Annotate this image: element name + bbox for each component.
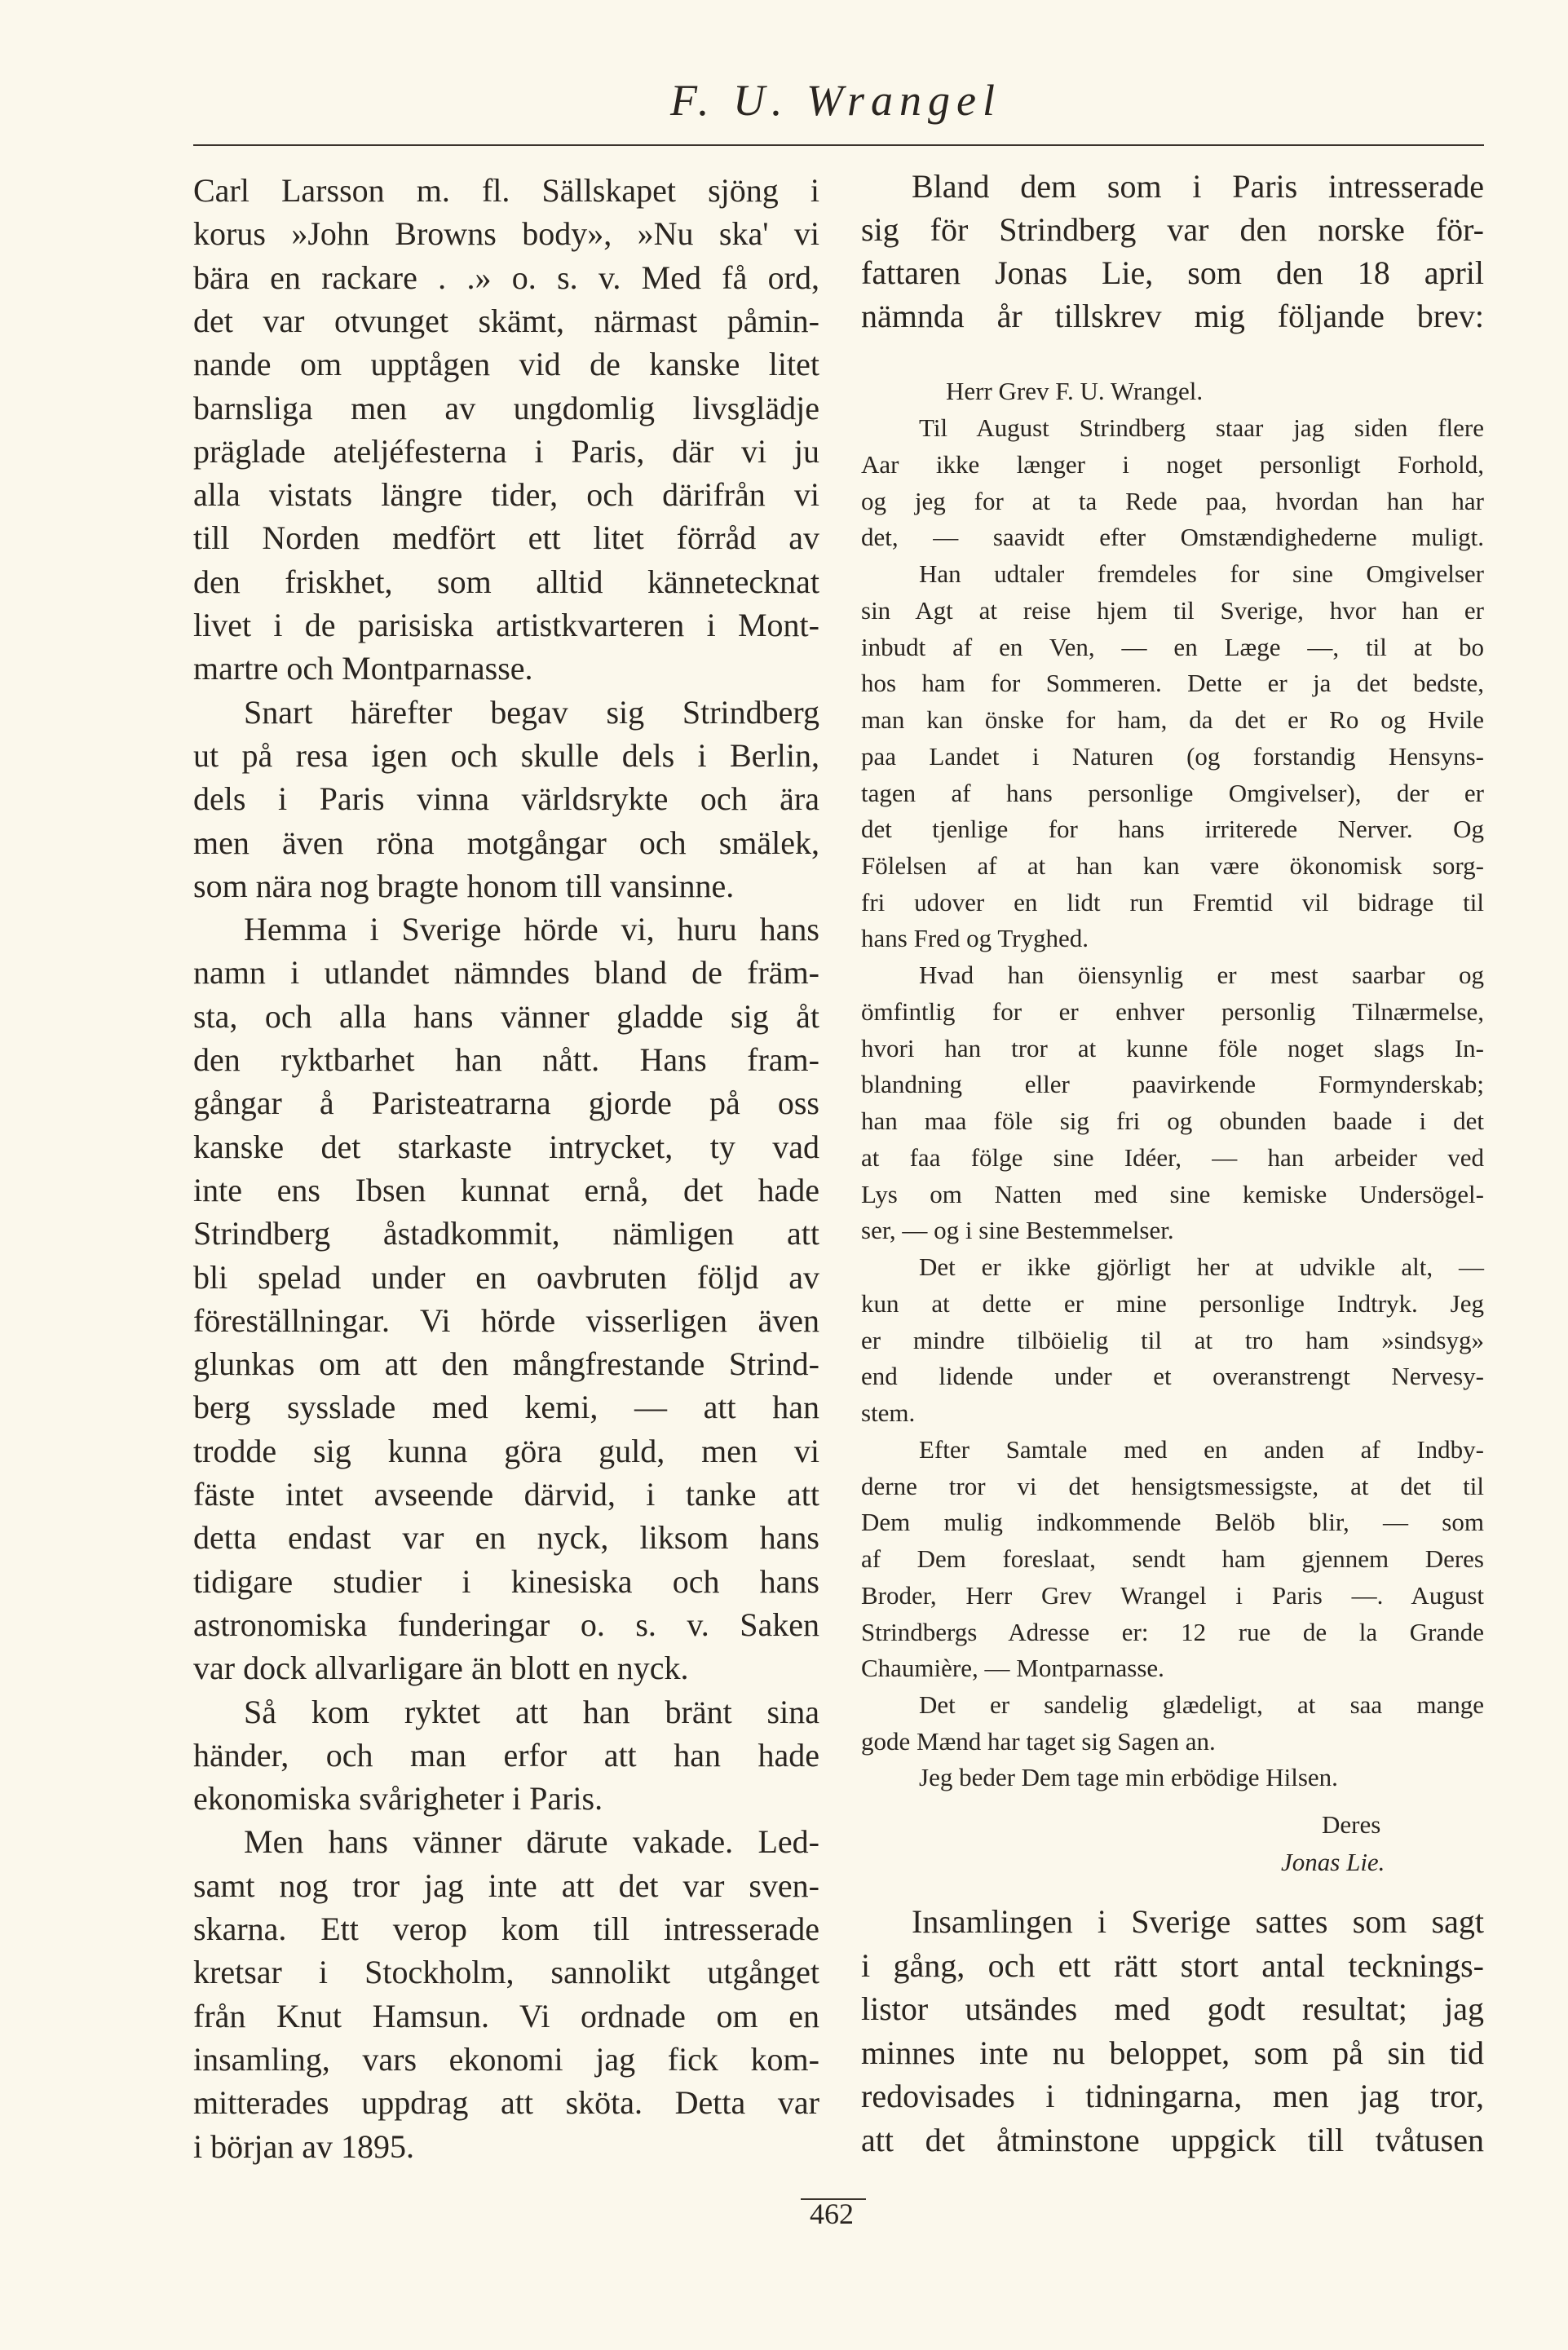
text-line: paa Landet i Naturen (og forstandig Hensyns- [861,741,1484,771]
text-line: martre och Montparnasse. [193,650,533,687]
text-line: i gång, och ett rätt stort antal tecknings- [861,1946,1484,1984]
text-line: ekonomiska svårigheter i Paris. [193,1780,603,1818]
text-line: Det er ikke gjörligt her at udvikle alt, — [919,1252,1484,1282]
text-line: gode Mænd har taget sig Sagen an. [861,1726,1216,1756]
text-line: ömfintlig for er enhver personlig Tilnærmelse, [861,996,1484,1026]
text-line: präglade ateljéfesterna i Paris, där vi ju [193,432,819,470]
text-line: detta endast var en nyck, liksom hans [193,1519,819,1557]
text-line: sta, och alla hans vänner gladde sig åt [193,997,819,1035]
letter-closing: Deres [1322,1810,1381,1839]
text-line: Hvad han öiensynlig er mest saarbar og [919,961,1484,990]
text-line: kanske det starkaste intrycket, ty vad [193,1128,819,1165]
text-line: Carl Larsson m. fl. Sällskapet sjöng i [193,172,819,209]
letter-salutation: Herr Grev F. U. Wrangel. [946,377,1204,405]
text-line: Aar ikke længer i noget personligt Forhold, [861,449,1484,479]
text-line: Det er sandelig glædeligt, at saa mange [919,1690,1484,1719]
text-line: gångar å Paristeatrarna gjorde på oss [193,1084,819,1122]
text-line: bli spelad under en oavbruten följd av [193,1258,819,1296]
text-line: Bland dem som i Paris intresserade [912,168,1484,205]
text-line: glunkas om att den mångfrestande Strind- [193,1345,819,1383]
text-line: sin Agt at reise hjem til Sverige, hvor han er [861,595,1484,625]
text-line: korus »John Browns body», »Nu ska' vi [193,215,819,253]
header-rule [193,144,1484,146]
text-line: fri udover en lidt run Fremtid vil bidrage til [861,887,1484,917]
text-line: den ryktbarhet han nått. Hans fram- [193,1041,819,1078]
text-line: hvori han tror at kunne föle noget slags In- [861,1033,1484,1062]
letter-signature: Jonas Lie. [1281,1848,1385,1876]
text-line: berg sysslade med kemi, — att han [193,1389,819,1426]
text-line: Insamlingen i Sverige sattes som sagt [912,1903,1484,1940]
text-line: Strindbergs Adresse er: 12 rue de la Grande [861,1617,1484,1646]
text-line: det var otvunget skämt, närmast påmin- [193,302,819,339]
text-line: han maa föle sig fri og obunden baade i det [861,1107,1484,1136]
text-line: det tjenlige for hans irriterede Nerver. Og [861,815,1484,844]
page-number: 462 [810,2198,854,2230]
text-line: og jeg for at ta Rede paa, hvordan han har [861,486,1484,515]
text-line: man kan önske for ham, da det er Ro og Hvile [861,705,1484,735]
text-line: trodde sig kunna göra guld, men vi [193,1432,819,1469]
text-line: Snart härefter begav sig Strindberg [244,693,819,731]
text-line: händer, och man erfor att han hade [193,1736,819,1774]
text-line: at faa fölge sine Idéer, — han arbeider ved [861,1142,1484,1172]
text-line: blandning eller paavirkende Formynderskab; [861,1070,1484,1099]
text-line: kretsar i Stockholm, sannolikt utgånget [193,1954,819,1991]
text-line: skarna. Ett verop kom till intresserade [193,1910,819,1947]
text-line: Så kom ryktet att han bränt sina [244,1693,819,1730]
text-line: hos ham for Sommeren. Dette er ja det bedste, [861,669,1484,698]
text-line: derne tror vi det hensigtsmessigste, at det til [861,1471,1484,1500]
text-line: ut på resa igen och skulle dels i Berlin, [193,736,819,774]
text-line: hans Fred og Tryghed. [861,924,1089,953]
text-line: den friskhet, som alltid kännetecknat [193,563,819,600]
text-line: samt nog tror jag inte att det var sven- [193,1866,819,1904]
text-line: Broder, Herr Grev Wrangel i Paris —. August [861,1580,1484,1610]
text-line: mitterades uppdrag att sköta. Detta var [193,2084,819,2122]
text-line: var dock allvarligare än blott en nyck. [193,1650,689,1687]
text-line: att det åtminstone uppgick till tvåtusen [861,2121,1484,2158]
text-line: livet i de parisiska artistkvarteren i Mont- [193,607,819,643]
text-line: men även röna motgångar och smälek, [193,824,819,861]
text-line: astronomiska funderingar o. s. v. Saken [193,1606,819,1643]
text-line: tidigare studier i kinesiska och hans [193,1562,819,1600]
text-line: till Norden medfört ett litet förråd av [193,519,819,557]
text-line: alla vistats längre tider, och därifrån vi [193,476,819,514]
text-line: stem. [861,1398,916,1428]
text-line: af Dem foreslaat, sendt ham gjennem Deres [861,1544,1484,1574]
text-line: föreställningar. Vi hörde visserligen även [193,1301,819,1339]
text-line: kun at dette er mine personlige Indtryk. Jeg [861,1288,1484,1318]
text-line: nämnda år tillskrev mig följande brev: [861,298,1484,335]
text-line: Efter Samtale med en anden af Indby- [919,1434,1484,1464]
text-line: sig för Strindberg var den norske för- [861,211,1484,249]
text-line: Jeg beder Dem tage min erbödige Hilsen. [919,1763,1338,1792]
text-line: dels i Paris vinna världsrykte och ära [193,780,819,818]
text-line: ser, — og i sine Bestemmelser. [861,1216,1174,1245]
text-line: Men hans vänner därute vakade. Led- [244,1823,819,1861]
text-line: redovisades i tidningarna, men jag tror, [861,2078,1484,2114]
text-line: tagen af hans personlige Omgivelser), der er [861,778,1484,807]
text-line: namn i utlandet nämndes bland de främ- [193,954,819,992]
text-line: i början av 1895. [193,2127,415,2165]
text-line: fäste intet avseende därvid, i tanke att [193,1476,819,1513]
text-line: Lys om Natten med sine kemiske Undersögel- [861,1179,1484,1208]
text-line: Dem mulig indkommende Belöb blir, — som [861,1508,1484,1537]
text-line: Strindberg åstadkommit, nämligen att [193,1215,819,1252]
running-header: F. U. Wrangel [669,76,1001,125]
text-line: fattaren Jonas Lie, som den 18 april [861,254,1484,292]
text-line: barnsliga men av ungdomlig livsglädje [193,389,819,426]
text-line: er mindre tilböielig til at tro ham »sindsyg» [861,1325,1484,1354]
text-line: listor utsändes med godt resultat; jag [861,1990,1484,2027]
text-line: det, — saavidt efter Omstændighederne muligt. [861,523,1484,552]
text-line: som nära nog bragte honom till vansinne. [193,867,735,904]
text-line: inbudt af en Ven, — en Læge —, til at bo [861,632,1484,661]
text-line: insamling, vars ekonomi jag fick kom- [193,2040,819,2078]
text-line: från Knut Hamsun. Vi ordnade om en [193,1997,819,2034]
text-line: bära en rackare . .» o. s. v. Med få ord, [193,258,819,296]
text-line: Hemma i Sverige hörde vi, huru hans [244,911,819,948]
text-line: Til August Strindberg staar jag siden flere [919,413,1484,443]
text-line: minnes inte nu beloppet, som på sin tid [861,2034,1484,2071]
text-line: Chaumière, — Montparnasse. [861,1654,1164,1683]
text-line: Han udtaler fremdeles for sine Omgivelser [919,559,1484,589]
text-line: Fölelsen af at han kan være ökonomisk sorg- [861,850,1484,880]
text-line: inte ens Ibsen kunnat ernå, det hade [193,1171,819,1208]
text-line: nande om upptågen vid de kanske litet [193,346,819,383]
text-line: end lidende under et overanstrengt Nervesy- [861,1362,1484,1391]
